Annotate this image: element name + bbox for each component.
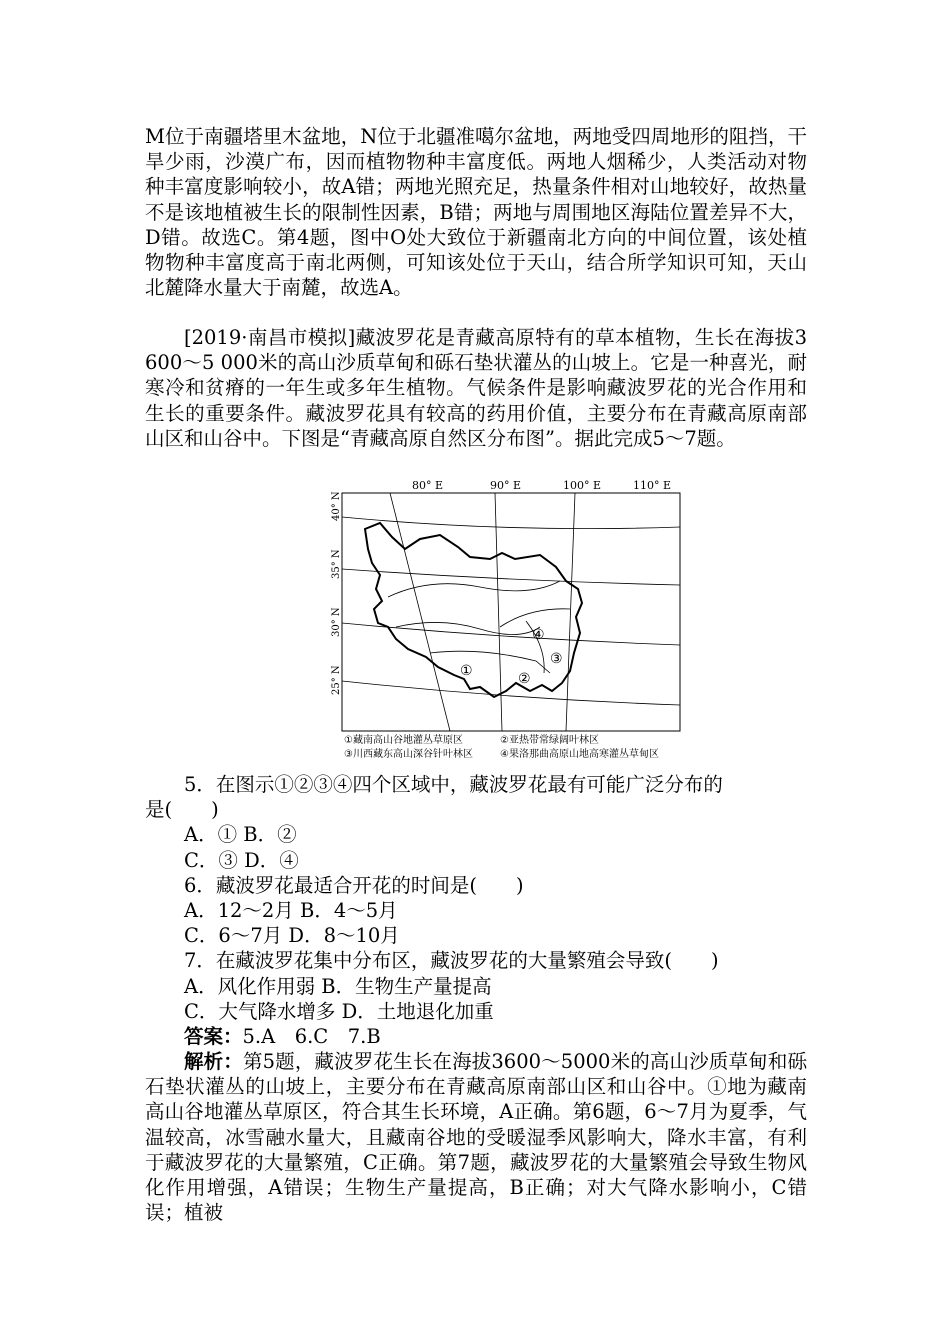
lon-label-80: 80° E [412, 479, 444, 492]
lat-label-25: 25° N [331, 665, 342, 695]
intro-paragraph [145, 325, 807, 451]
legend-item-4: ④果洛那曲高原山地高寒灌丛草甸区 [500, 749, 659, 760]
analysis-line [145, 1049, 807, 1225]
explanation-paragraph-prev [145, 124, 807, 300]
intro-text: [2019·南昌市模拟]藏波罗花是青藏高原特有的草本植物，生长在海拔3 600～5 000米的高山沙质草甸和砾石垫状灌丛的山坡上。它是一种喜光，耐寒冷和贫瘠的一年生或多年生植物。气候条件是影响藏波罗花的光合作用和生长的重要条件。藏波罗花具有较高的药用价值，主要分布在青藏高原南部山区和山谷中。下图是“青藏高原自然区分布图”。据此完成5～7题。 [145, 326, 807, 450]
answer-label: 答案： [184, 1025, 243, 1049]
q6-stem: 6．藏波罗花最适合开花的时间是( ) [184, 873, 524, 897]
q5-stem-line1: 5．在图示①②③④四个区域中，藏波罗花最有可能广泛分布的 [184, 773, 723, 796]
q6-options-2: C．6～7月 D．8～10月 [184, 924, 400, 948]
region-boundary-2 [396, 622, 540, 634]
questions-block [145, 772, 807, 1049]
q6-options-1: A．12～2月 B．4～5月 [184, 899, 398, 923]
qinghai-tibet-map [330, 477, 710, 767]
parallel-25 [342, 681, 680, 705]
analysis-text: 第5题，藏波罗花生长在海拔3600～5000米的高山沙质草甸和砾石垫状灌丛的山坡上，主要分布在青藏高原南部山区和山谷中。①地为藏南高山谷地灌丛草原区，符合其生长环境，A正确。第6题，6～7月为夏季，气温较高，冰雪融水量大，且藏南谷地的受暖湿季风影响大，降水丰富，有利于藏波罗花的大量繁殖，C正确。第7题，藏波罗花的大量繁殖会导致生物风化作用增强，A错误；生物生产量提高，B正确；对大气降水影响小，C错误；植被 [145, 1050, 807, 1225]
parallel-40 [342, 517, 680, 529]
region-mark-1: ① [460, 663, 473, 679]
q7-stem: 7．在藏波罗花集中分布区，藏波罗花的大量繁殖会导致( ) [184, 949, 719, 973]
legend-item-1: ①藏南高山谷地灌丛草原区 [344, 735, 463, 746]
lon-label-90: 90° E [490, 479, 522, 492]
explanation-text: M位于南疆塔里木盆地，N位于北疆准噶尔盆地，两地受四周地形的阻挡，干旱少雨，沙漠广布，因而植物物种丰富度低。两地人烟稀少，人类活动对物种丰富度影响较小，故A错；两地光照充足，热量条件相对山地较好，故热量不是该地植被生长的限制性因素，B错；两地与周围地区海陆位置差异不大，D错。故选C。第4题，图中O处大致位于新疆南北方向的中间位置，该处植物物种丰富度高于南北两侧，可知该处位于天山，结合所学知识可知，天山北麓降水量大于南麓，故选A。 [145, 125, 807, 300]
region-mark-2: ② [518, 671, 531, 687]
answer-line [145, 1024, 807, 1049]
region-boundary-4 [430, 651, 550, 673]
lon-label-110: 110° E [633, 479, 672, 492]
lat-label-30: 30° N [331, 607, 342, 637]
analysis-paragraph [145, 1049, 807, 1225]
analysis-label: 解析： [184, 1050, 243, 1073]
q7-options-1: A．风化作用弱 B．生物生产量提高 [184, 974, 492, 998]
region-mark-4: ④ [532, 627, 545, 643]
lat-label-40: 40° N [331, 491, 342, 521]
legend-item-2: ②亚热带常绿阔叶林区 [500, 735, 599, 746]
legend-item-3: ③川西藏东高山深谷针叶林区 [344, 749, 473, 760]
answer-value: 5.A 6.C 7.B [242, 1025, 381, 1049]
region-boundary-3 [500, 609, 570, 627]
plateau-outline [365, 523, 582, 697]
region-mark-3: ③ [550, 651, 563, 667]
q5-options-1: A．① B．② [184, 823, 297, 847]
q5-options-2: C．③ D．④ [184, 848, 299, 872]
parallel-35 [342, 569, 680, 585]
q7-options-2: C．大气降水增多 D．土地退化加重 [184, 999, 494, 1023]
lon-label-100: 100° E [563, 479, 602, 492]
lat-label-35: 35° N [331, 549, 342, 579]
meridian-80 [390, 493, 450, 731]
q5-stem-line2: 是( ) [145, 798, 219, 822]
